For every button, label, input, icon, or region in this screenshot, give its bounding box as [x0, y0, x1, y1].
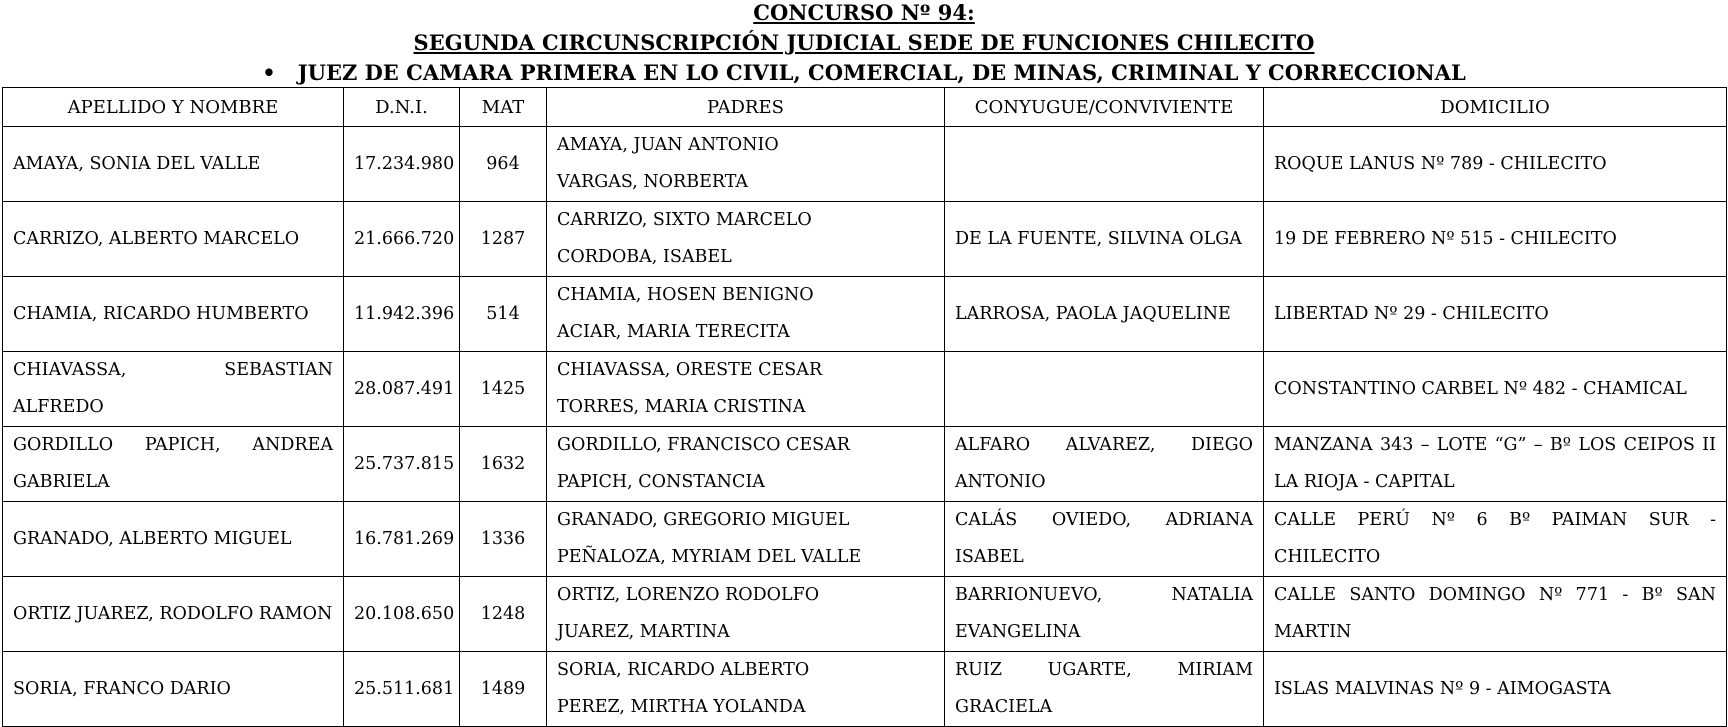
cell-mat: 964 [460, 127, 547, 202]
mother-name: PEÑALOZA, MYRIAM DEL VALLE [557, 547, 862, 567]
mother-name: TORRES, MARIA CRISTINA [557, 397, 806, 417]
father-name: GRANADO, GREGORIO MIGUEL [557, 510, 850, 530]
mother-name: VARGAS, NORBERTA [557, 172, 749, 192]
column-header-spouse: CONYUGUE/CONVIVIENTE [945, 88, 1264, 127]
father-name: SORIA, RICARDO ALBERTO [557, 660, 810, 680]
cell-parents [547, 577, 945, 652]
document-title: CONCURSO Nº 94: [753, 0, 975, 25]
cell-mat: 1632 [460, 427, 547, 502]
cell-dni: 17.234.980 [344, 127, 460, 202]
table-row [3, 577, 1727, 652]
mother-name: CORDOBA, ISABEL [557, 247, 732, 267]
cell-dni: 20.108.650 [344, 577, 460, 652]
father-name: CARRIZO, SIXTO MARCELO [557, 210, 812, 230]
table-row [3, 502, 1727, 577]
table-row [3, 202, 1727, 277]
cell-dni: 11.942.396 [344, 277, 460, 352]
cell-name: AMAYA, SONIA DEL VALLE [3, 127, 344, 202]
cell-name: GRANADO, ALBERTO MIGUEL [3, 502, 344, 577]
cell-mat: 1489 [460, 652, 547, 727]
candidates-table [2, 87, 1727, 727]
bullet-icon: • [262, 60, 276, 85]
cell-mat: 1248 [460, 577, 547, 652]
cell-name: CHAMIA, RICARDO HUMBERTO [3, 277, 344, 352]
cell-parents [547, 352, 945, 427]
column-header-name: APELLIDO Y NOMBRE [3, 88, 344, 127]
cell-mat: 1336 [460, 502, 547, 577]
cell-dni: 25.511.681 [344, 652, 460, 727]
cell-spouse: CALÁS OVIEDO, ADRIANA ISABEL [945, 502, 1264, 577]
cell-name: SORIA, FRANCO DARIO [3, 652, 344, 727]
father-name: GORDILLO, FRANCISCO CESAR [557, 435, 850, 455]
table-row [3, 277, 1727, 352]
table-row [3, 352, 1727, 427]
cell-spouse: DE LA FUENTE, SILVINA OLGA [945, 202, 1264, 277]
position-heading [0, 58, 1728, 88]
table-row [3, 427, 1727, 502]
table-row [3, 652, 1727, 727]
cell-mat: 514 [460, 277, 547, 352]
mother-name: JUAREZ, MARTINA [557, 622, 730, 642]
cell-spouse [945, 352, 1264, 427]
cell-address: CALLE PERÚ Nº 6 Bº PAIMAN SUR - CHILECITO [1264, 502, 1727, 577]
table-row [3, 127, 1727, 202]
cell-spouse: RUIZ UGARTE, MIRIAM GRACIELA [945, 652, 1264, 727]
cell-mat: 1287 [460, 202, 547, 277]
column-header-parents: PADRES [547, 88, 945, 127]
cell-parents [547, 652, 945, 727]
cell-spouse [945, 127, 1264, 202]
cell-spouse: ALFARO ALVAREZ, DIEGO ANTONIO [945, 427, 1264, 502]
cell-parents [547, 427, 945, 502]
cell-parents [547, 202, 945, 277]
cell-spouse: LARROSA, PAOLA JAQUELINE [945, 277, 1264, 352]
cell-address: MANZANA 343 – LOTE “G” – Bº LOS CEIPOS II LA RIOJA - CAPITAL [1264, 427, 1727, 502]
cell-dni: 21.666.720 [344, 202, 460, 277]
cell-address: CALLE SANTO DOMINGO Nº 771 - Bº SAN MARTIN [1264, 577, 1727, 652]
column-header-dni: D.N.I. [344, 88, 460, 127]
father-name: CHIAVASSA, ORESTE CESAR [557, 360, 823, 380]
father-name: ORTIZ, LORENZO RODOLFO [557, 585, 820, 605]
father-name: AMAYA, JUAN ANTONIO [557, 135, 779, 155]
cell-parents [547, 277, 945, 352]
father-name: CHAMIA, HOSEN BENIGNO [557, 285, 814, 305]
cell-parents [547, 127, 945, 202]
cell-name: GORDILLO PAPICH, ANDREA GABRIELA [3, 427, 344, 502]
mother-name: ACIAR, MARIA TERECITA [557, 322, 790, 342]
cell-address: ISLAS MALVINAS Nº 9 - AIMOGASTA [1264, 652, 1727, 727]
document-subtitle: SEGUNDA CIRCUNSCRIPCIÓN JUDICIAL SEDE DE FUNCIONES CHILECITO [413, 30, 1315, 55]
cell-address: LIBERTAD Nº 29 - CHILECITO [1264, 277, 1727, 352]
cell-name: ORTIZ JUAREZ, RODOLFO RAMON [3, 577, 344, 652]
cell-dni: 16.781.269 [344, 502, 460, 577]
cell-dni: 28.087.491 [344, 352, 460, 427]
cell-name: CHIAVASSA, SEBASTIAN ALFREDO [3, 352, 344, 427]
cell-address: 19 DE FEBRERO Nº 515 - CHILECITO [1264, 202, 1727, 277]
cell-mat: 1425 [460, 352, 547, 427]
cell-parents [547, 502, 945, 577]
column-header-address: DOMICILIO [1264, 88, 1727, 127]
column-header-mat: MAT [460, 88, 547, 127]
cell-address: CONSTANTINO CARBEL Nº 482 - CHAMICAL [1264, 352, 1727, 427]
mother-name: PAPICH, CONSTANCIA [557, 472, 765, 492]
cell-dni: 25.737.815 [344, 427, 460, 502]
mother-name: PEREZ, MIRTHA YOLANDA [557, 697, 806, 717]
position-label: JUEZ DE CAMARA PRIMERA EN LO CIVIL, COMERCIAL, DE MINAS, CRIMINAL Y CORRECCIONAL [297, 60, 1466, 85]
table-header-row [3, 88, 1727, 127]
cell-spouse: BARRIONUEVO, NATALIA EVANGELINA [945, 577, 1264, 652]
cell-address: ROQUE LANUS Nº 789 - CHILECITO [1264, 127, 1727, 202]
cell-name: CARRIZO, ALBERTO MARCELO [3, 202, 344, 277]
